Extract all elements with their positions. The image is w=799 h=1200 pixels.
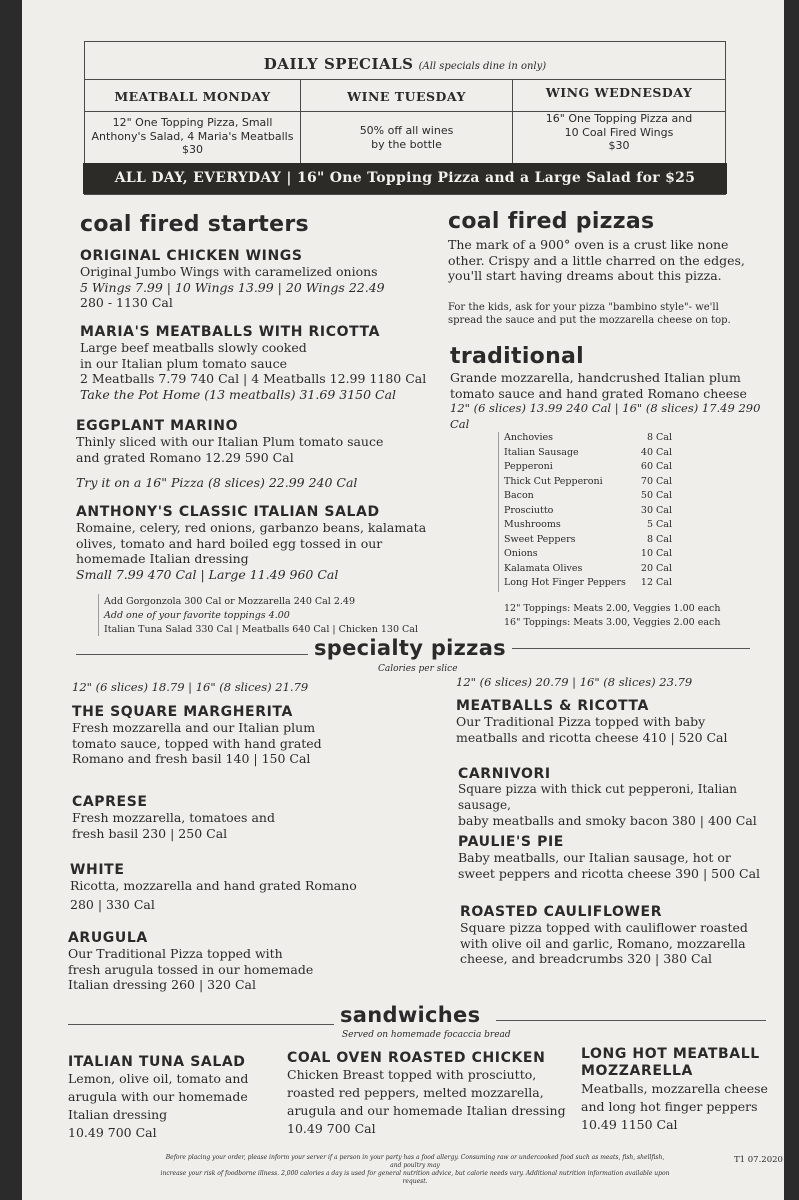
topping-name: Anchovies	[504, 432, 554, 443]
item-desc: tomato sauce, topped with hand grated	[72, 735, 322, 751]
topping-cal: 40 Cal	[640, 446, 672, 458]
item-desc: Romano and fresh basil 140 | 150 Cal	[72, 751, 311, 766]
specialty-rule-left	[76, 654, 308, 655]
special-tuesday	[301, 80, 513, 164]
starter-meatballs	[80, 324, 440, 402]
topping-cal: 12 Cal	[640, 577, 672, 588]
topping-prices	[504, 602, 764, 630]
item-desc: Chicken Breast topped with prosciutto,	[287, 1067, 537, 1082]
specialty-roasted-cauliflower	[460, 904, 790, 967]
sandwiches-rule-left	[68, 1024, 334, 1025]
sandwiches-title: sandwiches	[340, 1003, 481, 1027]
topping-price-line: 16" Toppings: Meats 3.00, Veggies 2.00 each	[504, 617, 721, 628]
specialty-white	[70, 862, 430, 912]
specials-title: DAILY SPECIALS	[263, 55, 414, 73]
item-name: WHITE	[70, 862, 125, 878]
topping-row	[504, 447, 672, 462]
special-line: 16" One Topping Pizza and	[545, 112, 693, 125]
topping-row	[504, 577, 672, 592]
specialty-price-left: 12" (6 slices) 18.79 | 16" (8 slices) 21.79	[72, 680, 309, 694]
intro-line: other. Crispy and a little charred on the edges,	[448, 252, 745, 268]
item-price: 2 Meatballs 7.79 740 Cal | 4 Meatballs 12.99 1180 Cal	[80, 371, 427, 386]
item-desc: homemade Italian dressing	[76, 551, 249, 566]
topping-name: Mushrooms	[504, 519, 561, 530]
item-desc: fresh arugula tossed in our homemade	[68, 961, 314, 977]
allergy-disclaimer	[160, 1154, 670, 1186]
addon-line: Add one of your favorite toppings 4.00	[104, 610, 290, 621]
starters-title: coal fired starters	[80, 212, 309, 237]
item-name: EGGPLANT MARINO	[76, 418, 239, 434]
item-desc: Baby meatballs, our Italian sausage, hot or	[458, 850, 731, 865]
specialty-title: specialty pizzas	[314, 636, 506, 660]
kids-note	[448, 301, 768, 327]
topping-name: Thick Cut Pepperoni	[504, 475, 603, 487]
special-monday	[85, 80, 301, 164]
traditional-desc	[450, 370, 780, 432]
topping-cal: 60 Cal	[640, 461, 672, 472]
topping-name: Kalamata Olives	[504, 562, 583, 574]
special-line: by the bottle	[371, 137, 442, 151]
trad-line: Grande mozzarella, handcrushed Italian plum	[450, 370, 741, 385]
topping-price-line: 12" Toppings: Meats 2.00, Veggies 1.00 each	[504, 603, 721, 614]
topping-name: Bacon	[504, 490, 534, 501]
special-heading: WINE TUESDAY	[301, 80, 512, 112]
item-desc: Fresh mozzarella and our Italian plum	[72, 720, 316, 735]
item-desc: arugula and our homemade Italian dressing	[287, 1103, 566, 1118]
topping-name: Pepperoni	[504, 461, 553, 472]
topping-name: Onions	[504, 548, 538, 559]
special-heading: MEATBALL MONDAY	[85, 80, 300, 112]
special-line: 50% off all wines	[359, 124, 454, 137]
traditional-title: traditional	[450, 344, 585, 369]
special-line: 12" One Topping Pizza, Small	[112, 116, 273, 129]
topping-cal: 10 Cal	[640, 548, 672, 559]
pizzas-intro	[448, 237, 768, 284]
sandwich-meatball	[581, 1046, 781, 1134]
item-desc: Ricotta, mozzarella and hand grated Romano	[70, 878, 357, 893]
item-desc: olives, tomato and hard boiled egg tossed in our	[76, 535, 383, 551]
topping-cal: 5 Cal	[646, 519, 672, 530]
special-line: Anthony's Salad, 4 Maria's Meatballs	[91, 129, 294, 143]
topping-cal: 20 Cal	[640, 562, 672, 574]
addon-line: Add Gorgonzola 300 Cal or Mozzarella 240 Cal 2.49	[104, 596, 356, 607]
topping-cal: 70 Cal	[640, 475, 672, 487]
trad-price: 12" (6 slices) 13.99 240 Cal | 16" (8 slices) 17.49 290 Cal	[450, 401, 761, 431]
specialty-paulies-pie	[458, 834, 788, 881]
specialty-rule-right	[512, 648, 750, 649]
specialty-margherita	[72, 704, 422, 767]
topping-cal: 30 Cal	[640, 504, 672, 516]
item-price: Small 7.99 470 Cal | Large 11.49 960 Cal	[76, 566, 339, 582]
item-name: ITALIAN TUNA SALAD	[68, 1054, 246, 1070]
item-desc: Romaine, celery, red onions, garbanzo beans, kalamata	[76, 520, 427, 535]
topping-row	[504, 505, 672, 520]
item-desc: Fresh mozzarella, tomatoes and	[72, 810, 275, 825]
item-desc: Original Jumbo Wings with caramelized onions	[80, 264, 378, 279]
item-name: COAL OVEN ROASTED CHICKEN	[287, 1050, 546, 1066]
topping-row	[504, 461, 672, 476]
item-desc: Our Traditional Pizza topped with	[68, 946, 283, 961]
item-name: MARIA'S MEATBALLS WITH RICOTTA	[80, 324, 381, 340]
sandwich-chicken	[287, 1050, 577, 1138]
item-name: ANTHONY'S CLASSIC ITALIAN SALAD	[76, 504, 380, 520]
sandwiches-rule-right	[496, 1020, 766, 1021]
item-desc: 280 | 330 Cal	[70, 896, 155, 912]
item-name: CAPRESE	[72, 794, 148, 810]
topping-name: Sweet Peppers	[504, 533, 576, 545]
special-line: $30	[608, 139, 630, 152]
starter-eggplant	[76, 418, 436, 491]
item-desc: Square pizza with thick cut pepperoni, Italian sausage,	[458, 782, 738, 812]
item-desc: sweet peppers and ricotta cheese 390 | 500 Cal	[458, 865, 761, 881]
item-name: CARNIVORI	[458, 766, 551, 782]
toppings-rule	[498, 432, 499, 592]
item-name: LONG HOT MEATBALL	[581, 1046, 760, 1062]
item-desc: roasted red peppers, melted mozzarella,	[287, 1085, 544, 1100]
topping-row	[504, 548, 672, 563]
item-desc: arugula with our homemade	[68, 1089, 248, 1104]
addon-line: Italian Tuna Salad 330 Cal | Meatballs 640 Cal | Chicken 130 Cal	[104, 624, 419, 635]
salad-addons	[104, 595, 444, 637]
item-price: and grated Romano 12.29 590 Cal	[76, 449, 294, 465]
item-price: 10.49 1150 Cal	[581, 1117, 678, 1132]
topping-row	[504, 519, 672, 534]
item-desc: Lemon, olive oil, tomato and	[68, 1071, 249, 1086]
specialty-price-right: 12" (6 slices) 20.79 | 16" (8 slices) 23.79	[456, 675, 693, 689]
item-price: 10.49 700 Cal	[68, 1125, 157, 1140]
item-upsell: Try it on a 16" Pizza (8 slices) 22.99 240 Cal	[76, 475, 358, 490]
item-desc: fresh basil 230 | 250 Cal	[72, 825, 228, 841]
specialty-caprese	[72, 794, 422, 841]
topping-row	[504, 476, 672, 491]
topping-row	[504, 563, 672, 578]
item-name: THE SQUARE MARGHERITA	[72, 704, 293, 720]
starter-wings	[80, 248, 440, 311]
disclaimer-line: Before placing your order, please inform your server if a person in your party has a food allergy. Consuming raw or undercooked food such as meats, fish, shellfish, and poultry may	[165, 1154, 665, 1169]
specialty-arugula	[68, 930, 428, 993]
kids-line: For the kids, ask for your pizza "bambino style"- we'll	[448, 302, 719, 313]
topping-cal: 50 Cal	[640, 490, 672, 501]
item-name: ORIGINAL CHICKEN WINGS	[80, 248, 303, 264]
topping-row	[504, 490, 672, 505]
special-heading: WING WEDNESDAY	[513, 80, 725, 112]
topping-name: Italian Sausage	[504, 446, 579, 458]
specials-subtitle: (All specials dine in only)	[418, 61, 547, 72]
special-wednesday	[513, 80, 725, 164]
item-desc: Square pizza topped with cauliflower roasted	[460, 920, 748, 935]
topping-cal: 8 Cal	[646, 533, 672, 545]
menu-code: T1 07.2020	[734, 1155, 783, 1165]
item-desc: in our Italian plum tomato sauce	[80, 355, 288, 371]
sandwich-tuna	[68, 1054, 288, 1142]
item-desc: Thinly sliced with our Italian Plum tomato sauce	[76, 434, 384, 449]
daily-specials-box	[84, 41, 726, 195]
item-name: MOZZARELLA	[581, 1063, 693, 1079]
item-desc: Meatballs, mozzarella cheese	[581, 1081, 768, 1096]
item-name: MEATBALLS & RICOTTA	[456, 698, 649, 714]
item-desc: Large beef meatballs slowly cooked	[80, 340, 307, 355]
item-name: ROASTED CAULIFLOWER	[460, 904, 663, 920]
item-desc: meatballs and ricotta cheese 410 | 520 Cal	[456, 729, 728, 745]
special-line: 10 Coal Fired Wings	[564, 125, 674, 139]
item-desc: Italian dressing	[68, 1107, 168, 1122]
item-desc: and long hot finger peppers	[581, 1099, 758, 1114]
pizzas-title: coal fired pizzas	[448, 209, 655, 234]
specials-header	[85, 42, 725, 80]
everyday-banner: ALL DAY, EVERYDAY | 16" One Topping Pizza and a Large Salad for $25	[83, 163, 727, 194]
item-price: 10.49 700 Cal	[287, 1121, 376, 1136]
specialty-carnivori	[458, 766, 788, 829]
starter-salad	[76, 504, 446, 582]
item-desc: with olive oil and garlic, Romano, mozzarella	[460, 935, 746, 951]
item-price: Take the Pot Home (13 meatballs) 31.69 3150 Cal	[80, 386, 397, 402]
sandwiches-subtitle: Served on homemade focaccia bread	[342, 1030, 511, 1040]
item-cal: 280 - 1130 Cal	[80, 295, 173, 310]
specialty-meatballs-ricotta	[456, 698, 776, 745]
topping-row	[504, 432, 672, 447]
item-price: 5 Wings 7.99 | 10 Wings 13.99 | 20 Wings 22.49	[80, 279, 385, 295]
intro-line: you'll start having dreams about this pizza.	[448, 268, 722, 283]
disclaimer-line: increase your risk of foodborne illness. 2,000 calories a day is used for general nutrition advice, but calorie needs vary. Additional nutrition information available upon request.	[160, 1170, 670, 1185]
item-desc: Italian dressing 260 | 320 Cal	[68, 977, 256, 992]
intro-line: The mark of a 900° oven is a crust like none	[448, 237, 729, 252]
topping-row	[504, 534, 672, 549]
special-line: $30	[182, 143, 203, 156]
topping-name: Prosciutto	[504, 504, 554, 516]
trad-line: tomato sauce and hand grated Romano cheese	[450, 385, 747, 401]
topping-cal: 8 Cal	[646, 432, 672, 443]
item-desc: cheese, and breadcrumbs 320 | 380 Cal	[460, 951, 713, 966]
topping-name: Long Hot Finger Peppers	[504, 577, 626, 588]
item-desc: baby meatballs and smoky bacon 380 | 400 Cal	[458, 813, 757, 828]
specialty-subtitle: Calories per slice	[378, 664, 458, 674]
addons-rule	[98, 594, 99, 636]
item-desc: Our Traditional Pizza topped with baby	[456, 714, 706, 729]
kids-line: spread the sauce and put the mozzarella cheese on top.	[448, 315, 731, 326]
item-name: ARUGULA	[68, 930, 148, 946]
toppings-list	[504, 432, 672, 592]
item-name: PAULIE'S PIE	[458, 834, 564, 850]
